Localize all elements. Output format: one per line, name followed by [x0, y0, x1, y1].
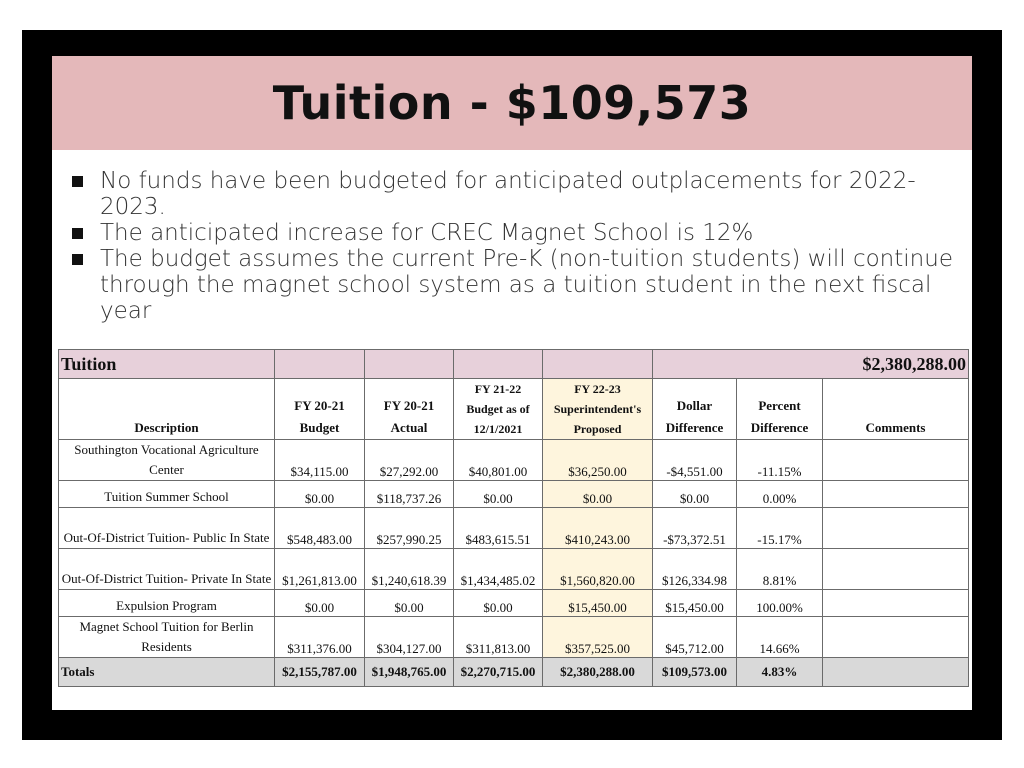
header-description: Description	[59, 379, 275, 440]
title-banner	[52, 56, 972, 150]
table-row	[59, 508, 969, 549]
bullet-item: The budget assumes the current Pre-K (non-tuition students) will continue through the magnet school system as a tuition student in the next fiscal year	[72, 246, 962, 324]
cell-comments	[823, 590, 969, 617]
row-description: Out-Of-District Tuition- Private In State	[59, 549, 275, 590]
slide-title: Tuition - $109,573	[272, 76, 752, 130]
cell-fy2223-proposed: $410,243.00	[543, 508, 653, 549]
cell-percent-difference: 0.00%	[737, 481, 823, 508]
row-description: Expulsion Program	[59, 590, 275, 617]
column-header-row	[59, 379, 969, 440]
cell-fy2021-actual: $257,990.25	[365, 508, 454, 549]
cell-percent-difference: -15.17%	[737, 508, 823, 549]
section-header-row	[59, 350, 969, 379]
cell-fy2021-actual: $0.00	[365, 590, 454, 617]
header-fy2021-actual	[365, 379, 454, 440]
cell-fy2223-proposed: $0.00	[543, 481, 653, 508]
cell-percent-difference: -11.15%	[737, 440, 823, 481]
table-row	[59, 549, 969, 590]
cell-dollar-difference: $0.00	[653, 481, 737, 508]
cell-fy2021-budget: $311,376.00	[275, 617, 365, 658]
section-total: $2,380,288.00	[653, 350, 969, 379]
cell-fy2021-budget: $1,261,813.00	[275, 549, 365, 590]
cell-comments	[823, 440, 969, 481]
cell-fy2122-budget: $311,813.00	[454, 617, 543, 658]
cell-percent-difference: 8.81%	[737, 549, 823, 590]
cell-fy2122-budget: $0.00	[454, 590, 543, 617]
cell-fy2021-actual: $118,737.26	[365, 481, 454, 508]
row-description: Magnet School Tuition for Berlin Residents	[59, 617, 275, 658]
cell-dollar-difference: $45,712.00	[653, 617, 737, 658]
cell-fy2122-budget: $40,801.00	[454, 440, 543, 481]
totals-label: Totals	[59, 658, 275, 687]
table-row	[59, 590, 969, 617]
cell-percent-difference: 100.00%	[737, 590, 823, 617]
cell-fy2021-actual: $1,240,618.39	[365, 549, 454, 590]
row-description: Southington Vocational Agriculture Center	[59, 440, 275, 481]
header-dollar-difference-text: Dollar Difference	[665, 398, 724, 435]
square-bullet-icon	[72, 176, 83, 187]
cell-dollar-difference: $15,450.00	[653, 590, 737, 617]
cell-fy2223-proposed: $357,525.00	[543, 617, 653, 658]
table-row	[59, 440, 969, 481]
cell-comments	[823, 481, 969, 508]
cell-percent-difference: 14.66%	[737, 617, 823, 658]
header-fy2122-budget	[454, 379, 543, 440]
bullet-list	[72, 168, 962, 324]
cell-fy2122-budget: $0.00	[454, 481, 543, 508]
cell-comments	[823, 617, 969, 658]
totals-dollar-difference: $109,573.00	[653, 658, 737, 687]
totals-comments	[823, 658, 969, 687]
table-row	[59, 617, 969, 658]
cell-fy2223-proposed: $1,560,820.00	[543, 549, 653, 590]
totals-fy2021-budget: $2,155,787.00	[275, 658, 365, 687]
cell-comments	[823, 508, 969, 549]
totals-fy2122-budget: $2,270,715.00	[454, 658, 543, 687]
cell-dollar-difference: -$4,551.00	[653, 440, 737, 481]
header-fy2021-actual-text: FY 20-21 Actual	[383, 398, 435, 435]
square-bullet-icon	[72, 228, 83, 239]
header-fy2223-proposed-text: FY 22-23 Superintendent's Proposed	[553, 382, 642, 436]
bullet-item: No funds have been budgeted for anticipated outplacements for 2022-2023.	[72, 168, 962, 220]
cell-fy2021-budget: $0.00	[275, 481, 365, 508]
header-fy2122-budget-text: FY 21-22 Budget as of 12/1/2021	[466, 382, 530, 436]
section-label: Tuition	[59, 350, 275, 379]
totals-percent-difference: 4.83%	[737, 658, 823, 687]
totals-fy2021-actual: $1,948,765.00	[365, 658, 454, 687]
totals-fy2223-proposed: $2,380,288.00	[543, 658, 653, 687]
row-description: Tuition Summer School	[59, 481, 275, 508]
cell-dollar-difference: $126,334.98	[653, 549, 737, 590]
cell-fy2021-budget: $548,483.00	[275, 508, 365, 549]
cell-fy2223-proposed: $36,250.00	[543, 440, 653, 481]
header-comments: Comments	[823, 379, 969, 440]
cell-fy2122-budget: $1,434,485.02	[454, 549, 543, 590]
table-body	[59, 440, 969, 658]
header-fy2021-budget-text: FY 20-21 Budget	[294, 398, 345, 435]
header-percent-difference-text: Percent Difference	[750, 398, 809, 435]
cell-fy2021-actual: $27,292.00	[365, 440, 454, 481]
slide	[52, 56, 972, 710]
bullet-item: The anticipated increase for CREC Magnet School is 12%	[72, 220, 962, 246]
cell-comments	[823, 549, 969, 590]
header-dollar-difference	[653, 379, 737, 440]
tuition-budget-table	[58, 349, 969, 687]
table-row	[59, 481, 969, 508]
cell-fy2021-actual: $304,127.00	[365, 617, 454, 658]
cell-dollar-difference: -$73,372.51	[653, 508, 737, 549]
totals-row	[59, 658, 969, 687]
header-fy2021-budget	[275, 379, 365, 440]
row-description: Out-Of-District Tuition- Public In State	[59, 508, 275, 549]
cell-fy2021-budget: $0.00	[275, 590, 365, 617]
square-bullet-icon	[72, 254, 83, 265]
cell-fy2021-budget: $34,115.00	[275, 440, 365, 481]
cell-fy2223-proposed: $15,450.00	[543, 590, 653, 617]
header-fy2223-proposed	[543, 379, 653, 440]
header-percent-difference	[737, 379, 823, 440]
cell-fy2122-budget: $483,615.51	[454, 508, 543, 549]
